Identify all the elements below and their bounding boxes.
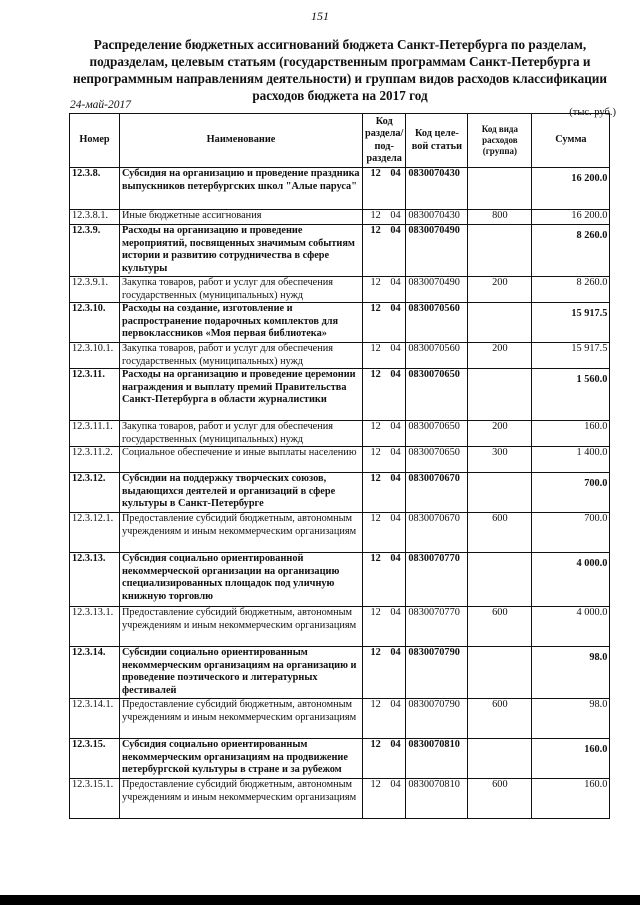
row-name: Закупка товаров, работ и услуг для обеспечения государственных (муниципальных) нужд <box>120 277 363 303</box>
row-target-code: 0830070810 <box>406 739 468 779</box>
row-subsection-code: 04 <box>388 513 406 553</box>
row-section-code: 12 <box>363 369 389 421</box>
header-target: Код целе- вой статьи <box>406 114 468 168</box>
row-target-code: 0830070650 <box>406 447 468 473</box>
row-number: 12.3.15. <box>70 739 120 779</box>
row-name: Предоставление субсидий бюджетным, автономным учреждениям и иным некоммерческим организациям <box>120 513 363 553</box>
row-expense-type: 200 <box>468 277 532 303</box>
row-target-code: 0830070790 <box>406 647 468 699</box>
row-name: Предоставление субсидий бюджетным, автономным учреждениям и иным некоммерческим организациям <box>120 699 363 739</box>
row-section-code: 12 <box>363 699 389 739</box>
row-subsection-code: 04 <box>388 699 406 739</box>
document-date: 24-май-2017 <box>70 99 131 111</box>
row-name: Иные бюджетные ассигнования <box>120 210 363 225</box>
table-row <box>70 553 610 607</box>
row-number: 12.3.11.2. <box>70 447 120 473</box>
row-target-code: 0830070430 <box>406 168 468 210</box>
row-number: 12.3.13.1. <box>70 607 120 647</box>
row-subsection-code: 04 <box>388 447 406 473</box>
row-subsection-code: 04 <box>388 739 406 779</box>
row-section-code: 12 <box>363 513 389 553</box>
row-subsection-code: 04 <box>388 779 406 819</box>
row-expense-type: 600 <box>468 699 532 739</box>
row-subsection-code: 04 <box>388 210 406 225</box>
table-row <box>70 303 610 343</box>
row-section-code: 12 <box>363 168 389 210</box>
row-target-code: 0830070650 <box>406 369 468 421</box>
row-name: Субсидия на организацию и проведение праздника выпускников петербургских школ "Алые паруса" <box>120 168 363 210</box>
row-section-code: 12 <box>363 739 389 779</box>
row-section-code: 12 <box>363 343 389 369</box>
row-section-code: 12 <box>363 607 389 647</box>
table-row <box>70 513 610 553</box>
row-subsection-code: 04 <box>388 647 406 699</box>
row-subsection-code: 04 <box>388 225 406 277</box>
row-sum: 160.0 <box>532 421 610 447</box>
row-sum: 1 400.0 <box>532 447 610 473</box>
row-sum: 160.0 <box>532 739 610 779</box>
row-subsection-code: 04 <box>388 607 406 647</box>
row-number: 12.3.10. <box>70 303 120 343</box>
row-expense-type: 600 <box>468 779 532 819</box>
row-section-code: 12 <box>363 553 389 607</box>
row-section-code: 12 <box>363 421 389 447</box>
row-number: 12.3.14.1. <box>70 699 120 739</box>
row-target-code: 0830070560 <box>406 303 468 343</box>
table-row <box>70 369 610 421</box>
table-row <box>70 210 610 225</box>
row-expense-type <box>468 303 532 343</box>
row-number: 12.3.9.1. <box>70 277 120 303</box>
table-header-row <box>70 114 610 168</box>
row-sum: 98.0 <box>532 647 610 699</box>
table-row <box>70 447 610 473</box>
row-target-code: 0830070490 <box>406 277 468 303</box>
row-name: Субсидия социально ориентированной некоммерческой организации на организацию специализированных площадок под уличную книжную торговлю <box>120 553 363 607</box>
row-section-code: 12 <box>363 225 389 277</box>
table-row <box>70 779 610 819</box>
table-row <box>70 607 610 647</box>
row-sum: 1 560.0 <box>532 369 610 421</box>
row-name: Расходы на организацию и проведение церемонии награждения и выплату премий Правительства Санкт-Петербурга в области журналистики <box>120 369 363 421</box>
row-sum: 98.0 <box>532 699 610 739</box>
row-number: 12.3.10.1. <box>70 343 120 369</box>
row-expense-type <box>468 369 532 421</box>
row-section-code: 12 <box>363 210 389 225</box>
table-row <box>70 168 610 210</box>
row-number: 12.3.9. <box>70 225 120 277</box>
row-number: 12.3.8.1. <box>70 210 120 225</box>
header-sum: Сумма <box>532 114 610 168</box>
table-row <box>70 421 610 447</box>
row-number: 12.3.15.1. <box>70 779 120 819</box>
row-sum: 8 260.0 <box>532 277 610 303</box>
page-number: 151 <box>311 9 329 23</box>
row-sum: 16 200.0 <box>532 210 610 225</box>
row-subsection-code: 04 <box>388 369 406 421</box>
row-target-code: 0830070790 <box>406 699 468 739</box>
row-sum: 4 000.0 <box>532 553 610 607</box>
row-expense-type: 600 <box>468 607 532 647</box>
header-name: Наименование <box>120 114 363 168</box>
row-expense-type: 200 <box>468 343 532 369</box>
row-name: Субсидия социально ориентированным некоммерческим организациям на продвижение петербургской культуры в стране и за рубежом <box>120 739 363 779</box>
row-number: 12.3.11. <box>70 369 120 421</box>
row-target-code: 0830070810 <box>406 779 468 819</box>
row-target-code: 0830070430 <box>406 210 468 225</box>
table-row <box>70 739 610 779</box>
row-section-code: 12 <box>363 647 389 699</box>
row-target-code: 0830070670 <box>406 473 468 513</box>
row-expense-type: 200 <box>468 421 532 447</box>
row-sum: 700.0 <box>532 513 610 553</box>
row-number: 12.3.12. <box>70 473 120 513</box>
row-target-code: 0830070490 <box>406 225 468 277</box>
row-expense-type: 800 <box>468 210 532 225</box>
row-name: Субсидии на поддержку творческих союзов, выдающихся деятелей и организаций в сфере культуры в Санкт-Петербурге <box>120 473 363 513</box>
row-sum: 160.0 <box>532 779 610 819</box>
row-expense-type <box>468 647 532 699</box>
row-subsection-code: 04 <box>388 473 406 513</box>
row-name: Расходы на организацию и проведение мероприятий, посвященных значимым событиям истории и развитию сотрудничества в сфере культуры <box>120 225 363 277</box>
table-body <box>70 168 610 819</box>
row-expense-type <box>468 225 532 277</box>
row-name: Закупка товаров, работ и услуг для обеспечения государственных (муниципальных) нужд <box>120 343 363 369</box>
row-target-code: 0830070770 <box>406 607 468 647</box>
row-name: Расходы на создание, изготовление и распространение подарочных комплектов для первоклассников «Моя первая библиотека» <box>120 303 363 343</box>
row-name: Предоставление субсидий бюджетным, автономным учреждениям и иным некоммерческим организациям <box>120 607 363 647</box>
row-target-code: 0830070560 <box>406 343 468 369</box>
row-name: Социальное обеспечение и иные выплаты населению <box>120 447 363 473</box>
document-title: Распределение бюджетных ассигнований бюджета Санкт-Петербурга по разделам, подразделам, целевым статьям (государственным программам Санкт-Петербурга и непрограммным направлениям деятельности) и группам видов расходов классификации расходов бюджета на 2017 год <box>72 37 607 103</box>
header-num: Номер <box>70 114 120 168</box>
table-row <box>70 343 610 369</box>
row-section-code: 12 <box>363 447 389 473</box>
row-subsection-code: 04 <box>388 303 406 343</box>
row-sum: 15 917.5 <box>532 303 610 343</box>
row-number: 12.3.14. <box>70 647 120 699</box>
row-expense-type: 300 <box>468 447 532 473</box>
row-name: Субсидии социально ориентированным некоммерческим организациям на организацию и проведение поэтического и литературных фестивалей <box>120 647 363 699</box>
row-number: 12.3.8. <box>70 168 120 210</box>
row-section-code: 12 <box>363 779 389 819</box>
row-target-code: 0830070650 <box>406 421 468 447</box>
row-target-code: 0830070670 <box>406 513 468 553</box>
header-type: Код вида расходов (группа) <box>468 114 532 168</box>
units-label: (тыс. руб.) <box>569 107 616 118</box>
row-section-code: 12 <box>363 303 389 343</box>
row-sum: 700.0 <box>532 473 610 513</box>
scan-edge <box>0 895 640 905</box>
row-subsection-code: 04 <box>388 168 406 210</box>
row-subsection-code: 04 <box>388 343 406 369</box>
row-expense-type <box>468 168 532 210</box>
row-expense-type <box>468 739 532 779</box>
row-sum: 15 917.5 <box>532 343 610 369</box>
table-row <box>70 647 610 699</box>
budget-table <box>69 113 610 819</box>
row-target-code: 0830070770 <box>406 553 468 607</box>
row-expense-type <box>468 553 532 607</box>
table-row <box>70 277 610 303</box>
row-sum: 8 260.0 <box>532 225 610 277</box>
row-name: Предоставление субсидий бюджетным, автономным учреждениям и иным некоммерческим организациям <box>120 779 363 819</box>
row-sum: 4 000.0 <box>532 607 610 647</box>
row-subsection-code: 04 <box>388 277 406 303</box>
table-row <box>70 225 610 277</box>
row-sum: 16 200.0 <box>532 168 610 210</box>
row-section-code: 12 <box>363 473 389 513</box>
row-expense-type <box>468 473 532 513</box>
row-section-code: 12 <box>363 277 389 303</box>
header-section: Код раздела/ под- раздела <box>363 114 406 168</box>
table-row <box>70 699 610 739</box>
table-row <box>70 473 610 513</box>
row-subsection-code: 04 <box>388 553 406 607</box>
row-number: 12.3.11.1. <box>70 421 120 447</box>
row-expense-type: 600 <box>468 513 532 553</box>
row-name: Закупка товаров, работ и услуг для обеспечения государственных (муниципальных) нужд <box>120 421 363 447</box>
row-number: 12.3.13. <box>70 553 120 607</box>
row-number: 12.3.12.1. <box>70 513 120 553</box>
row-subsection-code: 04 <box>388 421 406 447</box>
